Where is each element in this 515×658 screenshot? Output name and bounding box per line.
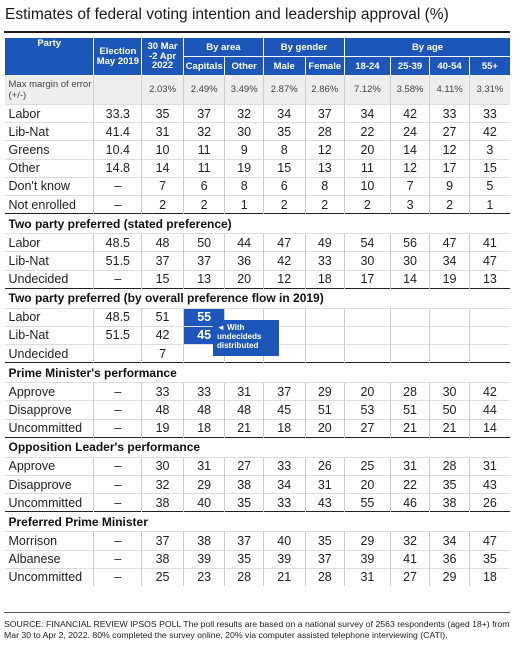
row-value: 34 — [263, 105, 305, 123]
row-value: 11 — [183, 159, 225, 177]
row-value: 7 — [142, 177, 184, 195]
row-value: 42 — [469, 123, 510, 141]
row-value: 50 — [183, 234, 225, 252]
row-value: 2 — [345, 195, 391, 213]
row-label: Not enrolled — [5, 195, 94, 213]
row-value: – — [94, 568, 142, 586]
row-label: Other — [5, 159, 94, 177]
margin-of-error-row — [5, 75, 511, 105]
row-value: 9 — [430, 177, 470, 195]
row-value: 33 — [263, 494, 305, 512]
margin-value: 4.11% — [430, 75, 470, 105]
row-value: 27 — [390, 568, 430, 586]
row-value: 34 — [345, 105, 391, 123]
row-value: 32 — [225, 105, 263, 123]
row-value: 22 — [390, 476, 430, 494]
row-label: Undecided — [5, 270, 94, 288]
table-row — [5, 550, 511, 568]
row-value: 37 — [263, 383, 305, 401]
row-value: 28 — [430, 457, 470, 475]
row-label: Disapprove — [5, 476, 94, 494]
row-value: 11 — [345, 159, 391, 177]
row-value: 14 — [142, 159, 184, 177]
row-value: 48 — [225, 401, 263, 419]
row-value: – — [94, 457, 142, 475]
distributed-value: 55 — [183, 308, 225, 326]
row-value: 20 — [305, 419, 345, 437]
empty-cell — [430, 326, 470, 344]
row-value: 12 — [263, 270, 305, 288]
other-header: Other — [225, 57, 263, 76]
row-value: 35 — [142, 105, 184, 123]
row-label: Lib-Nat — [5, 326, 94, 344]
row-value: 30 — [142, 457, 184, 475]
row-value: 38 — [430, 494, 470, 512]
row-value: 18 — [469, 568, 510, 586]
section-heading-row — [5, 437, 511, 457]
table-row — [5, 419, 511, 437]
row-value: 30 — [390, 252, 430, 270]
empty-cell — [430, 345, 470, 363]
row-value: 38 — [183, 532, 225, 550]
row-value: 33 — [430, 105, 470, 123]
row-value: 31 — [345, 568, 391, 586]
row-value: 42 — [142, 326, 184, 344]
bottom-rule — [4, 612, 510, 613]
row-value: 12 — [390, 159, 430, 177]
row-value: 23 — [183, 568, 225, 586]
row-value: 28 — [305, 568, 345, 586]
empty-cell — [305, 345, 345, 363]
row-value: 46 — [390, 494, 430, 512]
row-value: 2 — [305, 195, 345, 213]
row-value: 56 — [390, 234, 430, 252]
poll-table — [4, 38, 510, 586]
row-value: 40 — [263, 532, 305, 550]
row-value: 51.5 — [94, 326, 142, 344]
row-value: 21 — [430, 419, 470, 437]
row-value: 33 — [183, 383, 225, 401]
row-value: 51.5 — [94, 252, 142, 270]
row-value: 43 — [469, 476, 510, 494]
row-label: Lib-Nat — [5, 123, 94, 141]
row-value: 8 — [225, 177, 263, 195]
row-value: 50 — [430, 401, 470, 419]
row-value: 32 — [142, 476, 184, 494]
row-value: 47 — [263, 234, 305, 252]
row-value: 40 — [183, 494, 225, 512]
table-row — [5, 494, 511, 512]
row-value: 29 — [183, 476, 225, 494]
row-value: 14 — [390, 270, 430, 288]
row-value: 54 — [345, 234, 391, 252]
by-age-header: By age — [345, 38, 510, 57]
row-value: 18 — [263, 419, 305, 437]
table-row — [5, 457, 511, 475]
row-value: 33 — [469, 105, 510, 123]
row-value: 34 — [430, 532, 470, 550]
row-value: 2 — [430, 195, 470, 213]
row-value: 10.4 — [94, 141, 142, 159]
row-value: 44 — [225, 234, 263, 252]
table-row — [5, 177, 511, 195]
row-value: 35 — [430, 476, 470, 494]
margin-value: 3.49% — [225, 75, 263, 105]
row-value: 34 — [263, 476, 305, 494]
row-value: 31 — [469, 457, 510, 475]
row-value: 37 — [142, 252, 184, 270]
row-value: 13 — [469, 270, 510, 288]
margin-value: 2.49% — [183, 75, 225, 105]
row-value: – — [94, 476, 142, 494]
row-value: 48.5 — [94, 308, 142, 326]
row-value: 15 — [469, 159, 510, 177]
row-value: 30 — [430, 383, 470, 401]
row-value: 12 — [430, 141, 470, 159]
section-heading: Two party preferred (by overall preference flow in 2019) — [5, 288, 511, 308]
row-value: 36 — [225, 252, 263, 270]
row-value: 19 — [142, 419, 184, 437]
row-value: 27 — [430, 123, 470, 141]
female-header: Female — [305, 57, 345, 76]
empty-cell — [390, 308, 430, 326]
party-header: Party — [5, 38, 94, 75]
empty-cell — [305, 326, 345, 344]
row-value: 14.8 — [94, 159, 142, 177]
row-value: 37 — [225, 532, 263, 550]
section-heading-row — [5, 214, 511, 234]
row-value: 39 — [345, 550, 391, 568]
row-value: 28 — [305, 123, 345, 141]
row-value: – — [94, 195, 142, 213]
row-value: 5 — [469, 177, 510, 195]
row-value: 28 — [225, 568, 263, 586]
row-value: 48 — [142, 234, 184, 252]
row-value: 38 — [142, 550, 184, 568]
row-value: 35 — [225, 550, 263, 568]
row-value: 32 — [390, 532, 430, 550]
row-value: 48 — [142, 401, 184, 419]
row-value: 20 — [345, 476, 391, 494]
row-value: 27 — [345, 419, 391, 437]
row-value: 37 — [183, 252, 225, 270]
empty-cell — [390, 326, 430, 344]
row-value: 33.3 — [94, 105, 142, 123]
top-rule — [4, 31, 510, 33]
row-value: 48.5 — [94, 234, 142, 252]
margin-value: 2.87% — [263, 75, 305, 105]
row-label: Uncommitted — [5, 419, 94, 437]
section-heading: Preferred Prime Minister — [5, 512, 511, 532]
row-value: 22 — [345, 123, 391, 141]
row-value: 27 — [225, 457, 263, 475]
row-value: 20 — [225, 270, 263, 288]
row-value: 3 — [469, 141, 510, 159]
row-value: 36 — [430, 550, 470, 568]
row-value: 20 — [345, 383, 391, 401]
row-label: Disapprove — [5, 401, 94, 419]
age-55-plus-header: 55+ — [469, 57, 510, 76]
margin-label: Max margin of error (+/-) — [5, 75, 94, 105]
row-value: 34 — [430, 252, 470, 270]
row-label: Undecided — [5, 345, 94, 363]
row-value: – — [94, 550, 142, 568]
row-value: 14 — [469, 419, 510, 437]
row-value: 21 — [225, 419, 263, 437]
table-header — [5, 38, 511, 75]
row-value: 29 — [345, 532, 391, 550]
age-18-24-header: 18-24 — [345, 57, 391, 76]
row-value: 31 — [225, 383, 263, 401]
row-value: 35 — [225, 494, 263, 512]
row-value: 2 — [142, 195, 184, 213]
source-footnote: SOURCE: FINANCIAL REVIEW IPSOS POLL The poll results are based on a national survey of 2563 respondents (aged 18+) from Mar 30 to Apr 2, 2022. 80% completed the survey online, 20% via computer assisted telephone interviewing (CATI). — [4, 619, 510, 640]
margin-value: 3.31% — [469, 75, 510, 105]
row-value: 25 — [142, 568, 184, 586]
row-value: 35 — [469, 550, 510, 568]
row-value: 24 — [390, 123, 430, 141]
table-row — [5, 476, 511, 494]
row-value: 21 — [390, 419, 430, 437]
row-value: 21 — [263, 568, 305, 586]
section-heading: Opposition Leader's performance — [5, 437, 511, 457]
row-value: 18 — [183, 419, 225, 437]
row-value: 31 — [183, 457, 225, 475]
row-value: 18 — [305, 270, 345, 288]
empty-cell — [345, 326, 391, 344]
row-value: 31 — [142, 123, 184, 141]
row-value: 35 — [305, 532, 345, 550]
row-label: Lib-Nat — [5, 252, 94, 270]
capitals-header: Capitals — [183, 57, 225, 76]
empty-cell — [345, 345, 391, 363]
section-heading-row — [5, 288, 511, 308]
row-value: – — [94, 177, 142, 195]
row-value: 41 — [469, 234, 510, 252]
row-value: – — [94, 419, 142, 437]
row-value: 19 — [430, 270, 470, 288]
row-value: – — [94, 383, 142, 401]
row-value: 51 — [142, 308, 184, 326]
margin-value: 2.86% — [305, 75, 345, 105]
by-area-header: By area — [183, 38, 263, 57]
row-value: 47 — [469, 532, 510, 550]
row-value: 48 — [183, 401, 225, 419]
row-value: 17 — [345, 270, 391, 288]
empty-cell — [469, 345, 510, 363]
margin-value — [94, 75, 142, 105]
row-label: Greens — [5, 141, 94, 159]
row-value: 29 — [305, 383, 345, 401]
empty-cell — [469, 326, 510, 344]
row-value: 3 — [390, 195, 430, 213]
row-value: 14 — [390, 141, 430, 159]
row-value — [94, 345, 142, 363]
table-row — [5, 195, 511, 213]
row-value: – — [94, 270, 142, 288]
row-value: 1 — [225, 195, 263, 213]
row-value: 51 — [305, 401, 345, 419]
by-gender-header: By gender — [263, 38, 344, 57]
row-value: 53 — [345, 401, 391, 419]
section-heading: Prime Minister's performance — [5, 363, 511, 383]
row-value: 15 — [263, 159, 305, 177]
row-value: 2 — [263, 195, 305, 213]
table-row — [5, 383, 511, 401]
row-value: 7 — [390, 177, 430, 195]
empty-cell — [305, 308, 345, 326]
row-value: 38 — [225, 476, 263, 494]
row-value: – — [94, 494, 142, 512]
row-value: 13 — [305, 159, 345, 177]
row-value: 13 — [183, 270, 225, 288]
election-header: Election May 2019 — [94, 38, 142, 75]
age-25-39-header: 25-39 — [390, 57, 430, 76]
row-value: 2 — [183, 195, 225, 213]
row-value: 17 — [430, 159, 470, 177]
table-row — [5, 105, 511, 123]
margin-value: 2.03% — [142, 75, 184, 105]
row-value: 12 — [305, 141, 345, 159]
row-label: Approve — [5, 457, 94, 475]
table-row — [5, 159, 511, 177]
row-value: 32 — [183, 123, 225, 141]
row-label: Uncommitted — [5, 568, 94, 586]
row-value: 35 — [263, 123, 305, 141]
row-label: Morrison — [5, 532, 94, 550]
distributed-value: 45 — [183, 326, 225, 344]
row-value: 33 — [142, 383, 184, 401]
table-row — [5, 401, 511, 419]
row-value: 30 — [225, 123, 263, 141]
table-row — [5, 123, 511, 141]
row-value: 20 — [345, 141, 391, 159]
row-value: – — [94, 401, 142, 419]
row-value: 29 — [430, 568, 470, 586]
row-value: 42 — [390, 105, 430, 123]
table-row — [5, 270, 511, 288]
row-value: 43 — [305, 494, 345, 512]
empty-cell — [345, 308, 391, 326]
row-value: 26 — [469, 494, 510, 512]
row-value: 26 — [305, 457, 345, 475]
row-value: 25 — [345, 457, 391, 475]
row-value: 47 — [430, 234, 470, 252]
row-value: 37 — [305, 105, 345, 123]
row-value: 8 — [305, 177, 345, 195]
row-value: 41.4 — [94, 123, 142, 141]
row-value: 37 — [305, 550, 345, 568]
row-value: 15 — [142, 270, 184, 288]
row-value: 33 — [305, 252, 345, 270]
row-label: Don't know — [5, 177, 94, 195]
row-value: 9 — [225, 141, 263, 159]
section-heading-row — [5, 512, 511, 532]
row-value: – — [94, 532, 142, 550]
row-value: 41 — [390, 550, 430, 568]
period-header: 30 Mar -2 Apr 2022 — [142, 38, 184, 75]
row-label: Approve — [5, 383, 94, 401]
row-value: 37 — [183, 105, 225, 123]
row-value: 33 — [263, 457, 305, 475]
row-value: 7 — [142, 345, 184, 363]
row-value: 49 — [305, 234, 345, 252]
row-label: Albanese — [5, 550, 94, 568]
section-heading-row — [5, 363, 511, 383]
row-value: 10 — [142, 141, 184, 159]
row-value: 39 — [183, 550, 225, 568]
undecided-callout: ◄ With undecideds distributed — [213, 320, 279, 356]
row-value: 44 — [469, 401, 510, 419]
empty-cell — [390, 345, 430, 363]
row-label: Labor — [5, 234, 94, 252]
row-value: 6 — [263, 177, 305, 195]
row-value: 45 — [263, 401, 305, 419]
row-label: Labor — [5, 105, 94, 123]
row-value: 1 — [469, 195, 510, 213]
table-row — [5, 532, 511, 550]
row-value: 42 — [263, 252, 305, 270]
row-value: 31 — [305, 476, 345, 494]
row-label: Labor — [5, 308, 94, 326]
margin-value: 3.58% — [390, 75, 430, 105]
row-value: 19 — [225, 159, 263, 177]
row-value: 38 — [142, 494, 184, 512]
row-value: 11 — [183, 141, 225, 159]
row-label: Uncommitted — [5, 494, 94, 512]
row-value: 42 — [469, 383, 510, 401]
row-value: 10 — [345, 177, 391, 195]
row-value: 8 — [263, 141, 305, 159]
row-value: 28 — [390, 383, 430, 401]
row-value: 31 — [390, 457, 430, 475]
empty-cell — [469, 308, 510, 326]
section-heading: Two party preferred (stated preference) — [5, 214, 511, 234]
table-row — [5, 568, 511, 586]
row-value: 30 — [345, 252, 391, 270]
row-value: 39 — [263, 550, 305, 568]
row-value: 55 — [345, 494, 391, 512]
page-title: Estimates of federal voting intention and leadership approval (%) — [5, 6, 449, 23]
table-row — [5, 252, 511, 270]
empty-cell — [430, 308, 470, 326]
row-value: 6 — [183, 177, 225, 195]
table-row — [5, 234, 511, 252]
row-value: 47 — [469, 252, 510, 270]
margin-value: 7.12% — [345, 75, 391, 105]
table-row — [5, 141, 511, 159]
row-value: 51 — [390, 401, 430, 419]
male-header: Male — [263, 57, 305, 76]
row-value: 37 — [142, 532, 184, 550]
age-40-54-header: 40-54 — [430, 57, 470, 76]
